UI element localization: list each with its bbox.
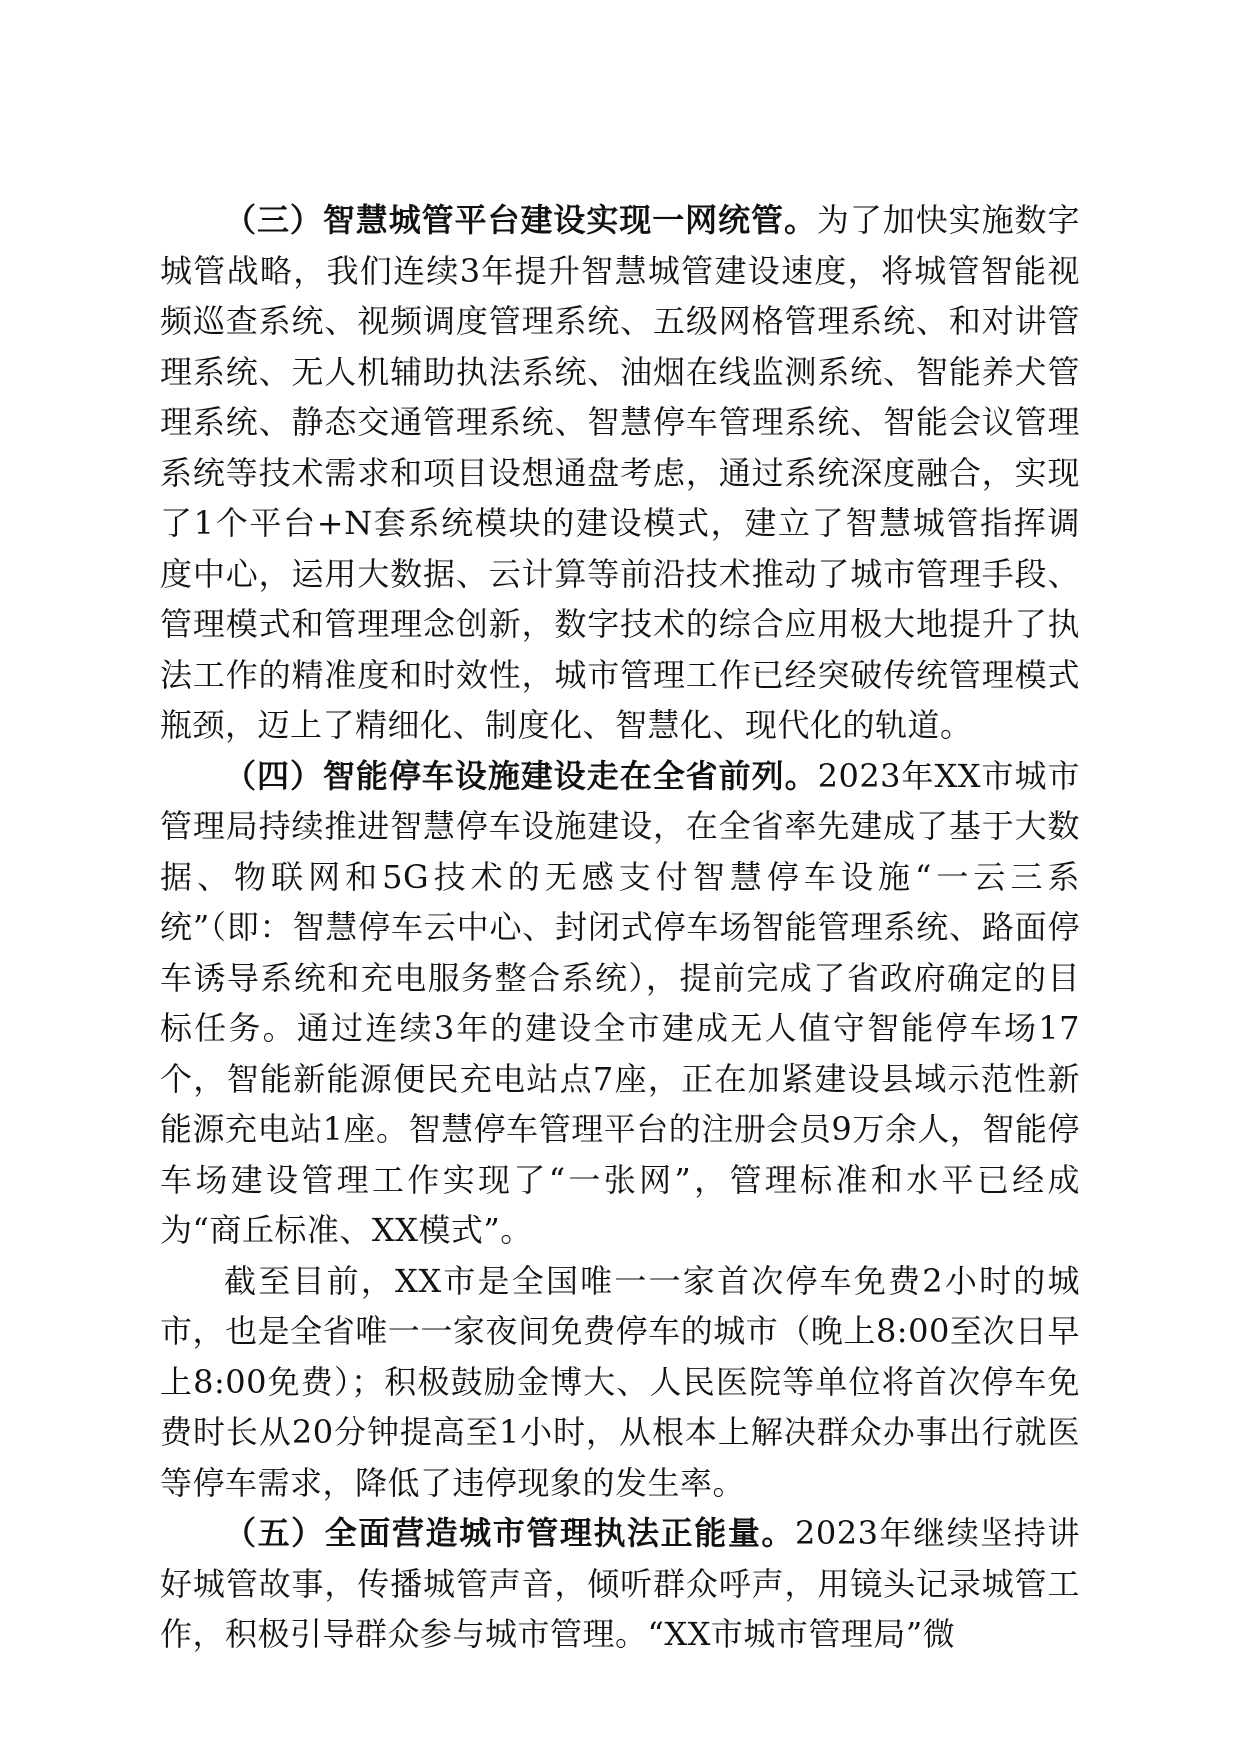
paragraph-positive-energy — [160, 1508, 1080, 1660]
paragraph-smart-city-platform — [160, 195, 1080, 751]
paragraph-text: 2023年XX市城市管理局持续推进智慧停车设施建设，在全省率先建成了基于大数据、物联网和5G技术的无感支付智慧停车设施“一云三系统”（即：智慧停车云中心、封闭式停车场智能管理系统、路面停车诱导系统和充电服务整合系统），提前完成了省政府确定的目标任务。通过连续3年的建设全市建成无人值守智能停车场17个，智能新能源便民充电站点7座，正在加紧建设县域示范性新能源充电站1座。智慧停车管理平台的注册会员9万余人，智能停车场建设管理工作实现了“一张网”，管理标准和水平已经成为“商丘标准、XX模式”。 — [160, 756, 1080, 1249]
paragraph-text: 为了加快实施数字城管战略，我们连续3年提升智慧城管建设速度，将城管智能视频巡查系统、视频调度管理系统、五级网格管理系统、和对讲管理系统、无人机辅助执法系统、油烟在线监测系统、智能养犬管理系统、静态交通管理系统、智慧停车管理系统、智能会议管理系统等技术需求和项目设想通盘考虑，通过系统深度融合，实现了1个平台+N套系统模块的建设模式，建立了智慧城管指挥调度中心，运用大数据、云计算等前沿技术推动了城市管理手段、管理模式和管理理念创新，数字技术的综合应用极大地提升了执法工作的精准度和时效性，城市管理工作已经突破传统管理模式瓶颈，迈上了精细化、制度化、智慧化、现代化的轨道。 — [160, 201, 1080, 744]
paragraph-heading: （四）智能停车设施建设走在全省前列。 — [224, 756, 818, 795]
paragraph-heading: （三）智慧城管平台建设实现一网统管。 — [224, 201, 817, 239]
paragraph-heading: （五）全面营造城市管理执法正能量。 — [224, 1514, 796, 1552]
document-body — [160, 195, 1080, 1660]
paragraph-free-parking — [160, 1256, 1080, 1509]
paragraph-text: 2023年继续坚持讲好城管故事，传播城管声音，倾听群众呼声，用镜头记录城管工作，积极引导群众参与城市管理。“XX市城市管理局”微 — [160, 1514, 1080, 1653]
paragraph-text: 截至目前，XX市是全国唯一一家首次停车免费2小时的城市，也是全省唯一一家夜间免费停车的城市（晚上8:00至次日早上8:00免费）；积极鼓励金博大、人民医院等单位将首次停车免费时长从20分钟提高至1小时，从根本上解决群众办事出行就医等停车需求，降低了违停现象的发生率。 — [160, 1261, 1080, 1502]
paragraph-smart-parking — [160, 751, 1080, 1256]
